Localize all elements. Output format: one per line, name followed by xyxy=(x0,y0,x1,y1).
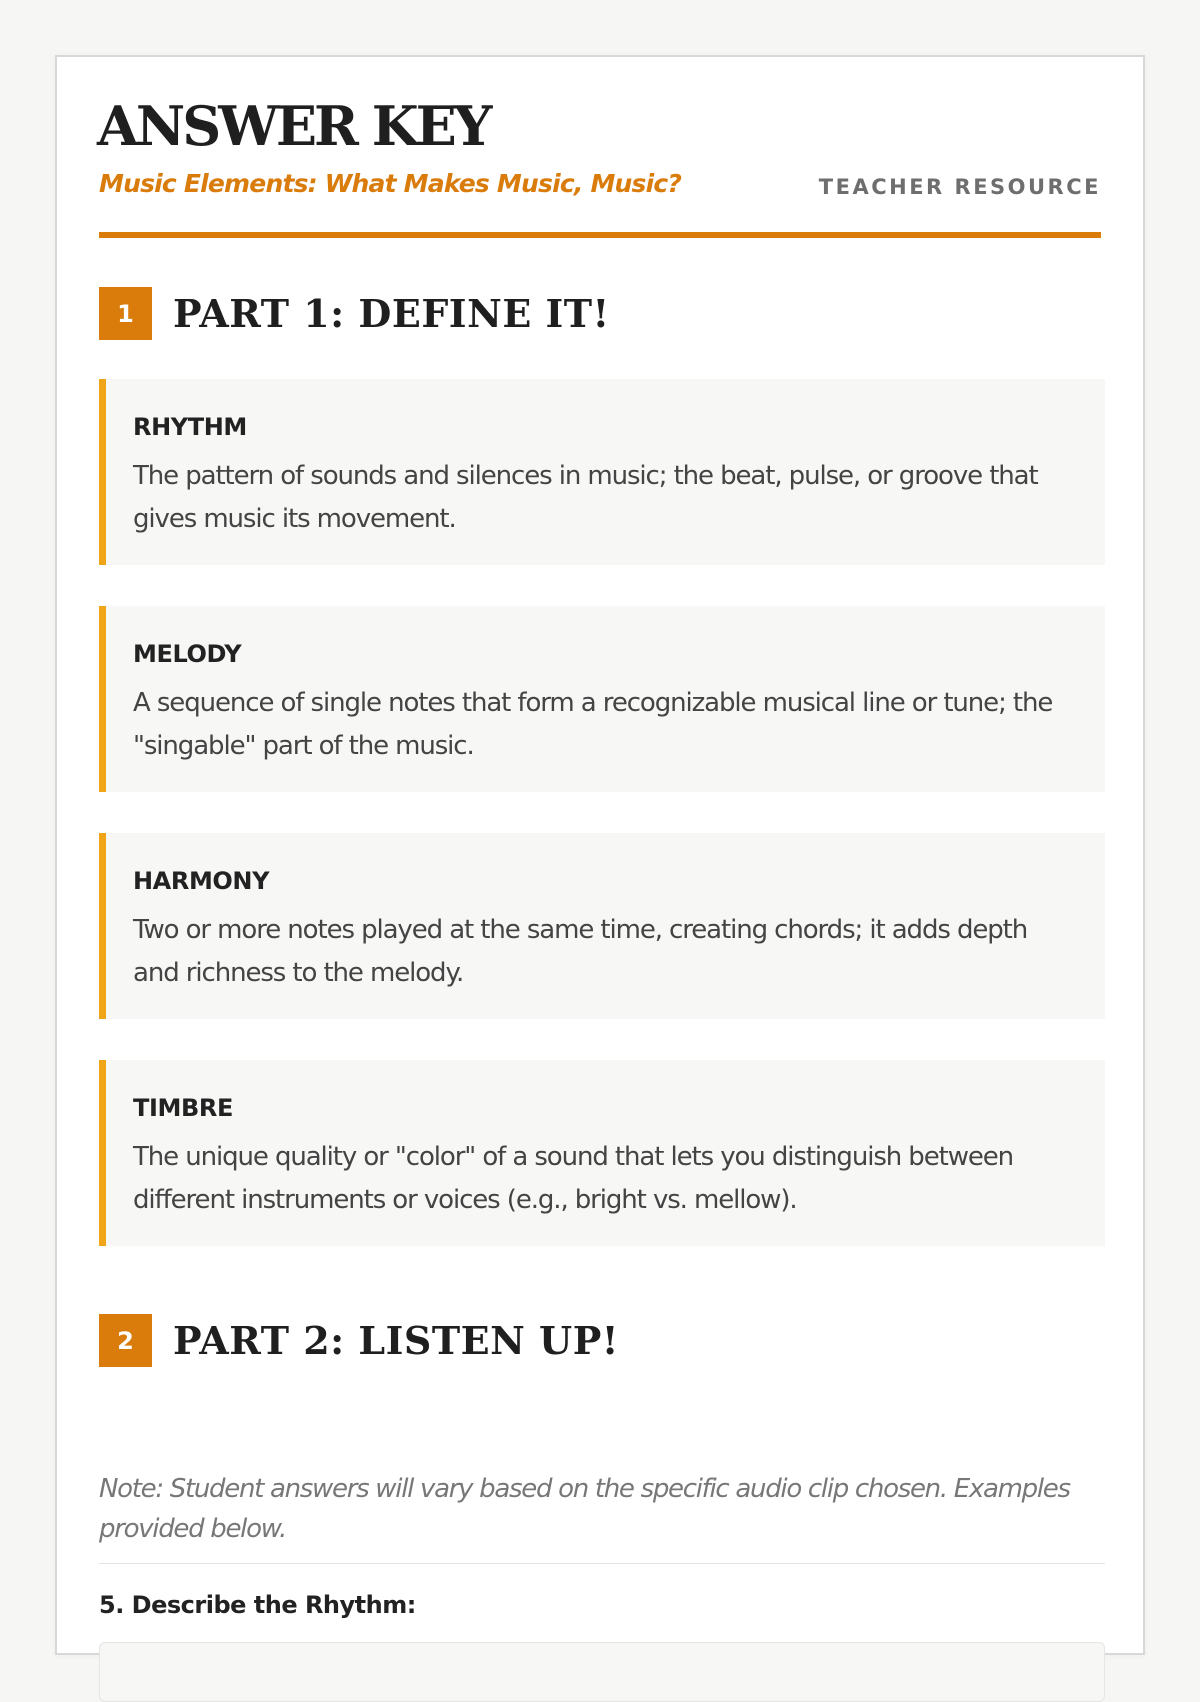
section-title: PART 2: LISTEN UP! xyxy=(173,1318,619,1363)
definition-text: The pattern of sounds and silences in music; the beat, pulse, or groove that gives music its movement. xyxy=(133,461,1038,534)
definition-card-timbre xyxy=(99,1060,1105,1246)
answer-box xyxy=(99,1642,1105,1702)
section-header-part-2 xyxy=(99,1314,619,1367)
definition-text: The unique quality or "color" of a sound that lets you distinguish between different instruments or voices (e.g., bright vs. mellow). xyxy=(133,1142,1014,1215)
definition-card-harmony xyxy=(99,833,1105,1019)
worksheet-page xyxy=(55,55,1145,1655)
definition-term: HARMONY xyxy=(133,867,270,895)
question-label-rhythm: 5. Describe the Rhythm: xyxy=(99,1591,416,1619)
definition-term: MELODY xyxy=(133,640,242,668)
page-subtitle: Music Elements: What Makes Music, Music? xyxy=(99,169,682,198)
teacher-resource-label: TEACHER RESOURCE xyxy=(818,175,1101,199)
definition-card-melody xyxy=(99,606,1105,792)
section-number-badge: 1 xyxy=(99,287,152,340)
section-title: PART 1: DEFINE IT! xyxy=(173,291,610,336)
answers-vary-note: Note: Student answers will vary based on the specific audio clip chosen. Examples provided below. xyxy=(99,1469,1105,1564)
definition-text: Two or more notes played at the same time, creating chords; it adds depth and richness to the melody. xyxy=(133,915,1028,988)
definition-card-rhythm xyxy=(99,379,1105,565)
section-number-badge: 2 xyxy=(99,1314,152,1367)
definition-term: RHYTHM xyxy=(133,413,247,441)
page-title: ANSWER KEY xyxy=(97,94,490,158)
definition-term: TIMBRE xyxy=(133,1094,233,1122)
definition-text: A sequence of single notes that form a recognizable musical line or tune; the "singable" part of the music. xyxy=(133,688,1053,761)
section-header-part-1 xyxy=(99,287,610,340)
page-header xyxy=(99,57,1101,238)
page-content xyxy=(97,57,1101,1619)
